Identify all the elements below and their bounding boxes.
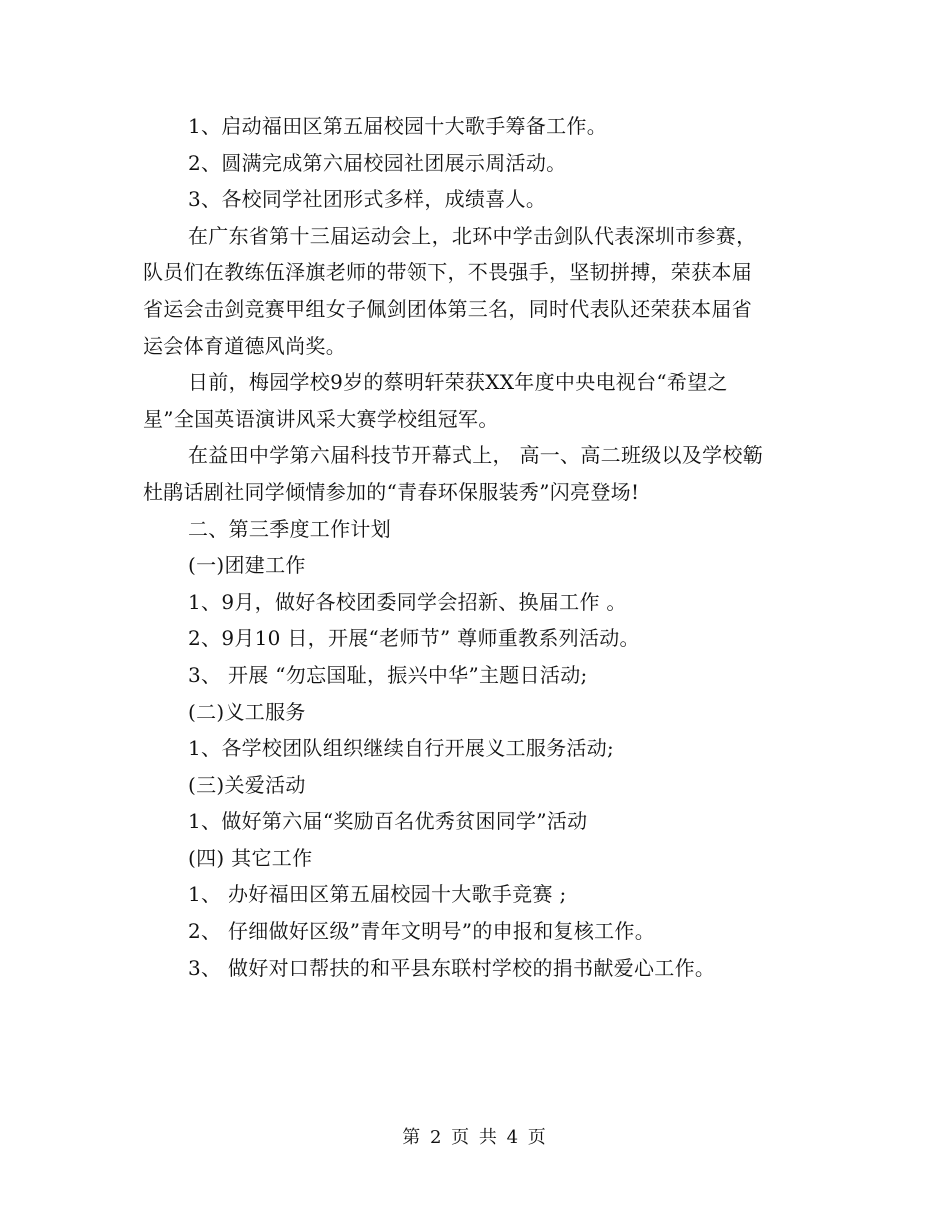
text-line: 3、 开展 “勿忘国耻，振兴中华”主题日活动;	[188, 662, 588, 687]
text-line: 2、9月10 日，开展“老师节” 尊师重教系列活动。	[188, 626, 640, 651]
text-line: 1、做好第六届“奖励百名优秀贫困同学”活动	[188, 809, 588, 834]
text-line: 1、启动福田区第五届校园十大歌手筹备工作。	[188, 114, 608, 138]
text-line: 1、9月，做好各校团委同学会招新、换届工作 。	[188, 589, 627, 614]
text-line: 1、 办好福田区第五届校园十大歌手竞赛 ;	[188, 882, 567, 907]
subsection-heading: (二)义工服务	[188, 699, 306, 724]
text-line: 杜鹃话剧社同学倾情参加的“青春环保服装秀”闪亮登场!	[143, 479, 640, 504]
section-heading: 二、第三季度工作计划	[188, 516, 391, 541]
text-line: 日前，梅园学校9岁的蔡明轩荣获XX年度中央电视台“希望之	[188, 370, 728, 395]
text-line: 在益田中学第六届科技节开幕式上， 高一、高二班级以及学校簕	[188, 443, 764, 468]
text-line: 3、 做好对口帮扶的和平县东联村学校的捐书献爱心工作。	[188, 955, 716, 980]
text-line: 省运会击剑竞赛甲组女子佩剑团体第三名，同时代表队还荣获本届省	[143, 296, 752, 321]
text-line: 2、 仔细做好区级”青年文明号”的申报和复核工作。	[188, 919, 656, 944]
text-line: 在广东省第十三届运动会上，北环中学击剑队代表深圳市参赛，	[188, 223, 757, 248]
document-body	[143, 108, 808, 986]
page-number: 第 2 页 共 4 页	[402, 1127, 548, 1148]
text-line: 运会体育道德风尚奖。	[143, 333, 346, 358]
text-line: 星”全国英语演讲风采大赛学校组冠军。	[143, 406, 499, 431]
subsection-heading: (四) 其它工作	[188, 845, 313, 870]
subsection-heading: (三)关爱活动	[188, 772, 306, 797]
text-line: 3、各校同学社团形式多样，成绩喜人。	[188, 187, 547, 212]
text-line: 2、圆满完成第六届校园社团展示周活动。	[188, 150, 567, 175]
text-line: 队员们在教练伍泽旗老师的带领下，不畏强手，坚韧拼搏，荣获本届	[143, 260, 752, 285]
subsection-heading: (一)团建工作	[188, 553, 306, 578]
text-line: 1、各学校团队组织继续自行开展义工服务活动;	[188, 736, 615, 761]
